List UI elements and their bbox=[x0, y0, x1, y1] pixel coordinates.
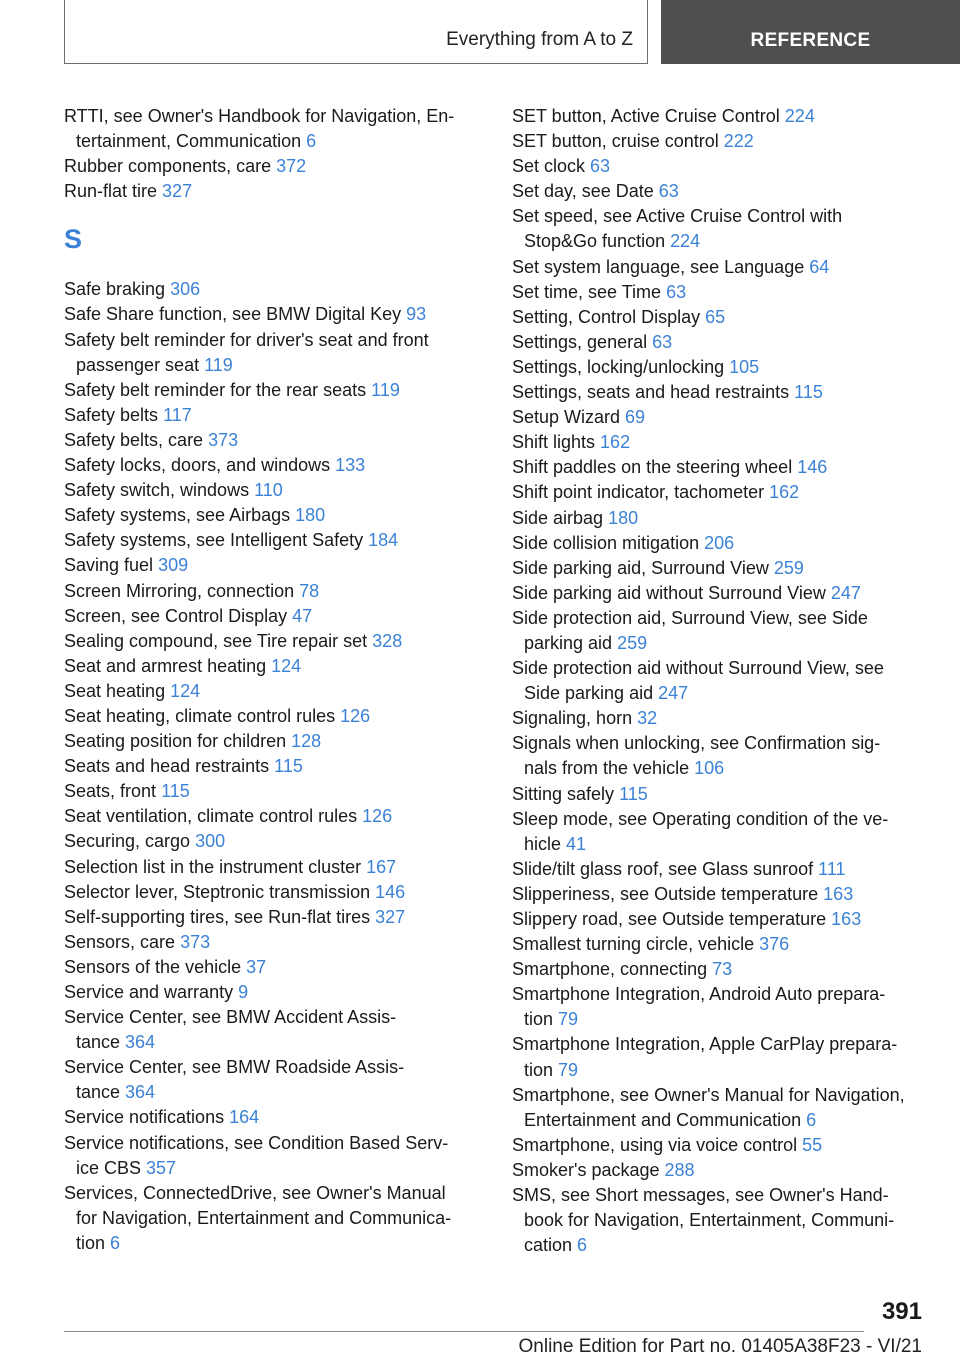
index-entry-text: Side airbag bbox=[512, 507, 609, 528]
page-link[interactable]: 9 bbox=[238, 982, 249, 1002]
index-entry-text: Side parking aid without Surround View bbox=[512, 582, 831, 603]
index-entry-text: Smoker's package bbox=[512, 1159, 665, 1180]
page-link[interactable]: 180 bbox=[608, 507, 639, 528]
index-entry bbox=[512, 480, 932, 505]
index-entry bbox=[512, 129, 932, 154]
page-link[interactable]: 288 bbox=[664, 1159, 695, 1180]
index-entry-text: Sitting safely bbox=[512, 783, 620, 804]
index-entry-text: Signals when unlocking, see Confirmation sig- bbox=[512, 733, 881, 754]
index-entry-text: Side parking aid bbox=[524, 683, 659, 704]
index-entry-text: Safety belt reminder for driver's seat and front bbox=[64, 329, 429, 350]
index-entry bbox=[512, 531, 932, 556]
page-link[interactable]: 93 bbox=[406, 304, 427, 325]
index-entry-text: tance bbox=[76, 1082, 126, 1103]
index-entry-text: Smartphone Integration, Apple CarPlay prepara- bbox=[512, 1034, 898, 1055]
page-link[interactable]: 224 bbox=[670, 231, 701, 252]
index-entry bbox=[64, 629, 484, 654]
page-link[interactable]: 124 bbox=[170, 680, 201, 701]
index-entry-text: Service notifications, see Condition Based Serv- bbox=[64, 1132, 449, 1153]
page-link[interactable]: 126 bbox=[362, 806, 393, 827]
index-entry-text: Signaling, horn bbox=[512, 708, 638, 729]
index-entry-text: Safety belt reminder for the rear seats bbox=[64, 379, 372, 400]
index-entry bbox=[64, 553, 484, 578]
index-column-right bbox=[512, 104, 932, 1258]
page-link[interactable]: 65 bbox=[705, 306, 726, 327]
index-entry-text: Settings, locking/unlocking bbox=[512, 356, 730, 377]
index-entry bbox=[64, 154, 484, 179]
index-entry-text: Stop&Go function bbox=[524, 231, 671, 252]
page-link[interactable]: 133 bbox=[335, 455, 366, 476]
page-link[interactable]: 373 bbox=[180, 931, 211, 952]
index-entry bbox=[512, 1133, 932, 1158]
index-entry bbox=[64, 955, 484, 980]
index-entry-text: Safety belts bbox=[64, 404, 164, 425]
index-entry-text: Seat and armrest heating bbox=[64, 655, 272, 676]
page-link[interactable]: 327 bbox=[162, 181, 193, 202]
page-link[interactable]: 105 bbox=[729, 356, 760, 377]
index-entry-text: tance bbox=[76, 1032, 126, 1053]
index-entry-text: Seat heating, climate control rules bbox=[64, 705, 341, 726]
page-link[interactable]: 247 bbox=[830, 582, 861, 603]
page-link[interactable]: 111 bbox=[818, 858, 846, 879]
page-link[interactable]: 41 bbox=[566, 833, 587, 854]
index-entry-text: passenger seat bbox=[76, 354, 205, 375]
page-link[interactable]: 119 bbox=[371, 379, 400, 400]
index-entry bbox=[64, 428, 484, 453]
page-number: 391 bbox=[881, 1298, 922, 1325]
index-entry bbox=[512, 706, 932, 731]
index-entry bbox=[512, 305, 932, 330]
index-entry-text: Setting, Control Display bbox=[512, 306, 706, 327]
index-entry-text: Screen Mirroring, connection bbox=[64, 580, 300, 601]
page-link[interactable]: 357 bbox=[146, 1157, 177, 1178]
index-entry-text: Smartphone, using via voice control bbox=[512, 1134, 803, 1155]
index-entry bbox=[64, 930, 484, 955]
index-entry-text: Shift paddles on the steering wheel bbox=[512, 457, 798, 478]
section-letter: S bbox=[64, 224, 83, 255]
index-entry-text: hicle bbox=[524, 833, 567, 854]
index-entry bbox=[512, 957, 932, 982]
page-link[interactable]: 115 bbox=[619, 783, 648, 804]
index-entry bbox=[512, 355, 932, 380]
index-entry bbox=[512, 506, 932, 531]
index-entry-text: Service Center, see BMW Roadside Assis- bbox=[64, 1057, 405, 1078]
page-link[interactable]: 55 bbox=[802, 1134, 823, 1155]
page-link[interactable]: 69 bbox=[625, 407, 646, 428]
index-entry bbox=[64, 880, 484, 905]
index-entry-text: tion bbox=[524, 1059, 559, 1080]
index-entry-text: SET button, cruise control bbox=[512, 131, 724, 152]
index-entry bbox=[512, 556, 932, 581]
page-link[interactable]: 63 bbox=[658, 181, 679, 202]
index-entry-text: Smallest turning circle, vehicle bbox=[512, 934, 760, 955]
index-entry-text: Seats, front bbox=[64, 781, 162, 802]
index-entry bbox=[512, 1158, 932, 1183]
index-entry-text: Sensors of the vehicle bbox=[64, 956, 247, 977]
page-link[interactable]: 79 bbox=[558, 1059, 579, 1080]
index-entry bbox=[512, 807, 932, 857]
index-entry bbox=[64, 704, 484, 729]
index-entry bbox=[512, 882, 932, 907]
index-entry bbox=[512, 581, 932, 606]
page-link[interactable]: 300 bbox=[195, 831, 226, 852]
index-entry-text: Safety locks, doors, and windows bbox=[64, 455, 336, 476]
index-entry bbox=[512, 430, 932, 455]
index-entry-text: Safety switch, windows bbox=[64, 480, 255, 501]
index-entry-text: Slide/tilt glass roof, see Glass sunroof bbox=[512, 858, 819, 879]
index-entry-text: Settings, general bbox=[512, 331, 653, 352]
index-entry-text: Safety belts, care bbox=[64, 429, 209, 450]
index-entry bbox=[64, 654, 484, 679]
page-link[interactable]: 206 bbox=[704, 532, 735, 553]
index-entry bbox=[512, 405, 932, 430]
page-link[interactable]: 184 bbox=[368, 530, 399, 551]
index-entry-text: Screen, see Control Display bbox=[64, 605, 293, 626]
index-entry bbox=[512, 455, 932, 480]
index-entry bbox=[64, 1181, 484, 1256]
index-entry bbox=[64, 179, 484, 204]
index-entry bbox=[512, 154, 932, 179]
index-entry bbox=[64, 579, 484, 604]
page-link[interactable]: 115 bbox=[794, 382, 823, 403]
index-entry-text: Safe braking bbox=[64, 279, 171, 300]
index-entry bbox=[64, 1105, 484, 1130]
page-link[interactable]: 79 bbox=[558, 1009, 579, 1030]
index-entry-text: SET button, Active Cruise Control bbox=[512, 106, 785, 126]
page-link[interactable]: 115 bbox=[161, 781, 190, 802]
page-link[interactable]: 306 bbox=[170, 279, 201, 300]
index-entry bbox=[64, 277, 484, 302]
index-entry-text: Rubber components, care bbox=[64, 156, 277, 177]
page-link[interactable]: 328 bbox=[372, 630, 403, 651]
index-entry bbox=[512, 606, 932, 656]
index-entry-text: Securing, cargo bbox=[64, 831, 196, 852]
page-link[interactable]: 146 bbox=[797, 457, 828, 478]
page-link[interactable]: 128 bbox=[291, 731, 322, 752]
index-entry-text: Safe Share function, see BMW Digital Key bbox=[64, 304, 407, 325]
index-entry-text: for Navigation, Entertainment and Communica- bbox=[76, 1207, 452, 1228]
index-entry-text: Sealing compound, see Tire repair set bbox=[64, 630, 373, 651]
page-link[interactable]: 6 bbox=[806, 1109, 817, 1130]
page-link[interactable]: 110 bbox=[254, 480, 283, 501]
index-entry-text: Shift lights bbox=[512, 432, 601, 453]
index-entry-text: Smartphone, connecting bbox=[512, 959, 713, 980]
index-entry bbox=[512, 932, 932, 957]
index-entry-text: RTTI, see Owner's Handbook for Navigation, En- bbox=[64, 106, 455, 126]
index-entry-text: Set speed, see Active Cruise Control with bbox=[512, 206, 843, 227]
page-link[interactable]: 124 bbox=[271, 655, 302, 676]
index-entry bbox=[64, 378, 484, 403]
page-link[interactable]: 6 bbox=[577, 1235, 588, 1256]
index-list-r bbox=[64, 104, 484, 204]
index-entry bbox=[64, 302, 484, 327]
page-link[interactable]: 180 bbox=[295, 505, 326, 526]
index-entry-text: book for Navigation, Entertainment, Communi- bbox=[524, 1210, 895, 1231]
page-link[interactable]: 222 bbox=[723, 131, 754, 152]
page-link[interactable]: 146 bbox=[375, 881, 406, 902]
footer-divider bbox=[64, 1331, 864, 1332]
index-entry-text: Service notifications bbox=[64, 1107, 230, 1128]
page-link[interactable]: 37 bbox=[246, 956, 267, 977]
page-link[interactable]: 376 bbox=[759, 934, 790, 955]
index-entry-text: Service Center, see BMW Accident Assis- bbox=[64, 1007, 397, 1028]
index-entry bbox=[64, 328, 484, 378]
edition-info: Online Edition for Part no. 01405A38F23 - VI/21 bbox=[518, 1336, 922, 1357]
page-link[interactable]: 73 bbox=[712, 959, 733, 980]
index-entry-text: Side collision mitigation bbox=[512, 532, 705, 553]
index-entry-text: Seat ventilation, climate control rules bbox=[64, 806, 363, 827]
index-list-s bbox=[64, 277, 484, 1256]
index-entry-text: Saving fuel bbox=[64, 555, 159, 576]
index-list-s-continued bbox=[512, 104, 932, 1258]
index-entry bbox=[512, 982, 932, 1032]
index-entry-text: Side parking aid, Surround View bbox=[512, 557, 774, 578]
index-entry bbox=[64, 104, 484, 154]
index-entry-text: Side protection aid, Surround View, see Side bbox=[512, 607, 868, 628]
index-entry bbox=[512, 255, 932, 280]
page-link[interactable]: 259 bbox=[617, 632, 648, 653]
index-column-left bbox=[64, 104, 484, 1256]
index-entry-text: Safety systems, see Intelligent Safety bbox=[64, 530, 369, 551]
index-entry bbox=[64, 729, 484, 754]
page-link[interactable]: 364 bbox=[125, 1032, 156, 1053]
index-entry bbox=[512, 857, 932, 882]
page-link[interactable]: 167 bbox=[366, 856, 397, 877]
index-entry-text: Setup Wizard bbox=[512, 407, 626, 428]
index-entry-text: Sensors, care bbox=[64, 931, 181, 952]
index-entry bbox=[64, 905, 484, 930]
index-entry-text: tion bbox=[524, 1009, 559, 1030]
index-entry bbox=[64, 478, 484, 503]
page-link[interactable]: 6 bbox=[306, 131, 317, 152]
index-entry bbox=[512, 179, 932, 204]
index-entry-text: Selection list in the instrument cluster bbox=[64, 856, 367, 877]
index-entry bbox=[512, 656, 932, 706]
index-entry-text: Set day, see Date bbox=[512, 181, 659, 202]
index-entry bbox=[64, 403, 484, 428]
index-entry-text: Service and warranty bbox=[64, 982, 239, 1002]
index-entry bbox=[512, 330, 932, 355]
page-link[interactable]: 63 bbox=[652, 331, 673, 352]
index-entry bbox=[64, 855, 484, 880]
index-entry bbox=[64, 453, 484, 478]
page-link[interactable]: 164 bbox=[229, 1107, 260, 1128]
index-entry-text: Self-supporting tires, see Run-flat tires bbox=[64, 906, 376, 927]
page-link[interactable]: 327 bbox=[375, 906, 406, 927]
index-entry-text: Settings, seats and head restraints bbox=[512, 382, 795, 403]
index-entry-text: Set clock bbox=[512, 156, 591, 177]
index-entry bbox=[64, 528, 484, 553]
page-link[interactable]: 373 bbox=[208, 429, 239, 450]
page-link[interactable]: 117 bbox=[163, 404, 192, 425]
index-entry-text: Run-flat tire bbox=[64, 181, 163, 202]
index-entry bbox=[64, 503, 484, 528]
index-entry bbox=[512, 104, 932, 129]
page-link[interactable]: 162 bbox=[600, 432, 631, 453]
index-entry bbox=[64, 980, 484, 1005]
index-entry bbox=[64, 779, 484, 804]
index-entry bbox=[64, 754, 484, 779]
index-entry-text: Entertainment and Communication bbox=[524, 1109, 807, 1130]
page-link[interactable]: 247 bbox=[658, 683, 689, 704]
index-entry-text: Safety systems, see Airbags bbox=[64, 505, 296, 526]
page-link[interactable]: 259 bbox=[773, 557, 804, 578]
reference-tab-label: REFERENCE bbox=[750, 30, 871, 51]
index-entry-text: Slipperiness, see Outside temperature bbox=[512, 883, 824, 904]
index-entry-text: Seating position for children bbox=[64, 731, 292, 752]
page-link[interactable]: 163 bbox=[831, 909, 862, 929]
index-entry bbox=[512, 1032, 932, 1082]
index-entry bbox=[512, 1183, 932, 1258]
index-entry-text: tion bbox=[76, 1232, 111, 1253]
index-entry bbox=[64, 679, 484, 704]
index-entry-text: Shift point indicator, tachometer bbox=[512, 482, 770, 503]
index-entry bbox=[64, 1055, 484, 1105]
index-entry bbox=[64, 1005, 484, 1055]
page-link[interactable]: 372 bbox=[276, 156, 307, 177]
page-link[interactable]: 162 bbox=[769, 482, 800, 503]
index-entry bbox=[512, 204, 932, 254]
index-entry-text: Seat heating bbox=[64, 680, 171, 701]
index-entry bbox=[64, 829, 484, 854]
page-link[interactable]: 78 bbox=[299, 580, 320, 601]
index-entry-text: Seats and head restraints bbox=[64, 756, 275, 777]
section-title: Everything from A to Z bbox=[446, 29, 633, 50]
page-link[interactable]: 63 bbox=[666, 281, 687, 302]
index-entry bbox=[64, 804, 484, 829]
page-link[interactable]: 119 bbox=[204, 354, 233, 375]
index-entry bbox=[512, 280, 932, 305]
index-entry-text: parking aid bbox=[524, 632, 618, 653]
page-link[interactable]: 364 bbox=[125, 1082, 156, 1103]
page-link[interactable]: 32 bbox=[637, 708, 658, 729]
page-link[interactable]: 126 bbox=[340, 705, 371, 726]
page-link[interactable]: 115 bbox=[274, 756, 303, 777]
index-entry-text: ice CBS bbox=[76, 1157, 147, 1178]
index-entry-text: nals from the vehicle bbox=[524, 758, 695, 779]
index-entry-text: Smartphone, see Owner's Manual for Navigation, bbox=[512, 1084, 905, 1105]
index-entry-text: Selector lever, Steptronic transmission bbox=[64, 881, 376, 902]
reference-tab bbox=[661, 0, 960, 64]
index-entry-text: Set system language, see Language bbox=[512, 256, 810, 277]
index-entry-text: tertainment, Communication bbox=[76, 131, 307, 152]
page-link[interactable]: 6 bbox=[110, 1232, 121, 1253]
index-entry bbox=[64, 604, 484, 629]
page-link[interactable]: 64 bbox=[809, 256, 830, 277]
index-entry bbox=[512, 1083, 932, 1133]
index-entry bbox=[512, 782, 932, 807]
header-title-box bbox=[64, 0, 648, 64]
index-entry-text: Smartphone Integration, Android Auto prepara- bbox=[512, 984, 886, 1005]
page-link[interactable]: 63 bbox=[590, 156, 611, 177]
index-entry-text: Sleep mode, see Operating condition of the ve- bbox=[512, 808, 889, 829]
page-link[interactable]: 163 bbox=[823, 883, 854, 904]
page-link[interactable]: 309 bbox=[158, 555, 189, 576]
page-link[interactable]: 224 bbox=[784, 106, 815, 126]
page-link[interactable]: 106 bbox=[694, 758, 725, 779]
index-entry-text: Side protection aid without Surround View, see bbox=[512, 658, 884, 679]
index-entry-text: Services, ConnectedDrive, see Owner's Manual bbox=[64, 1182, 446, 1203]
index-entry bbox=[512, 907, 932, 932]
index-entry-text: SMS, see Short messages, see Owner's Hand- bbox=[512, 1185, 889, 1206]
index-entry-text: Slippery road, see Outside temperature bbox=[512, 909, 832, 929]
index-entry bbox=[512, 731, 932, 781]
page-link[interactable]: 47 bbox=[292, 605, 313, 626]
index-entry-text: Set time, see Time bbox=[512, 281, 667, 302]
index-entry bbox=[64, 1131, 484, 1181]
index-entry-text: cation bbox=[524, 1235, 578, 1256]
index-entry bbox=[512, 380, 932, 405]
